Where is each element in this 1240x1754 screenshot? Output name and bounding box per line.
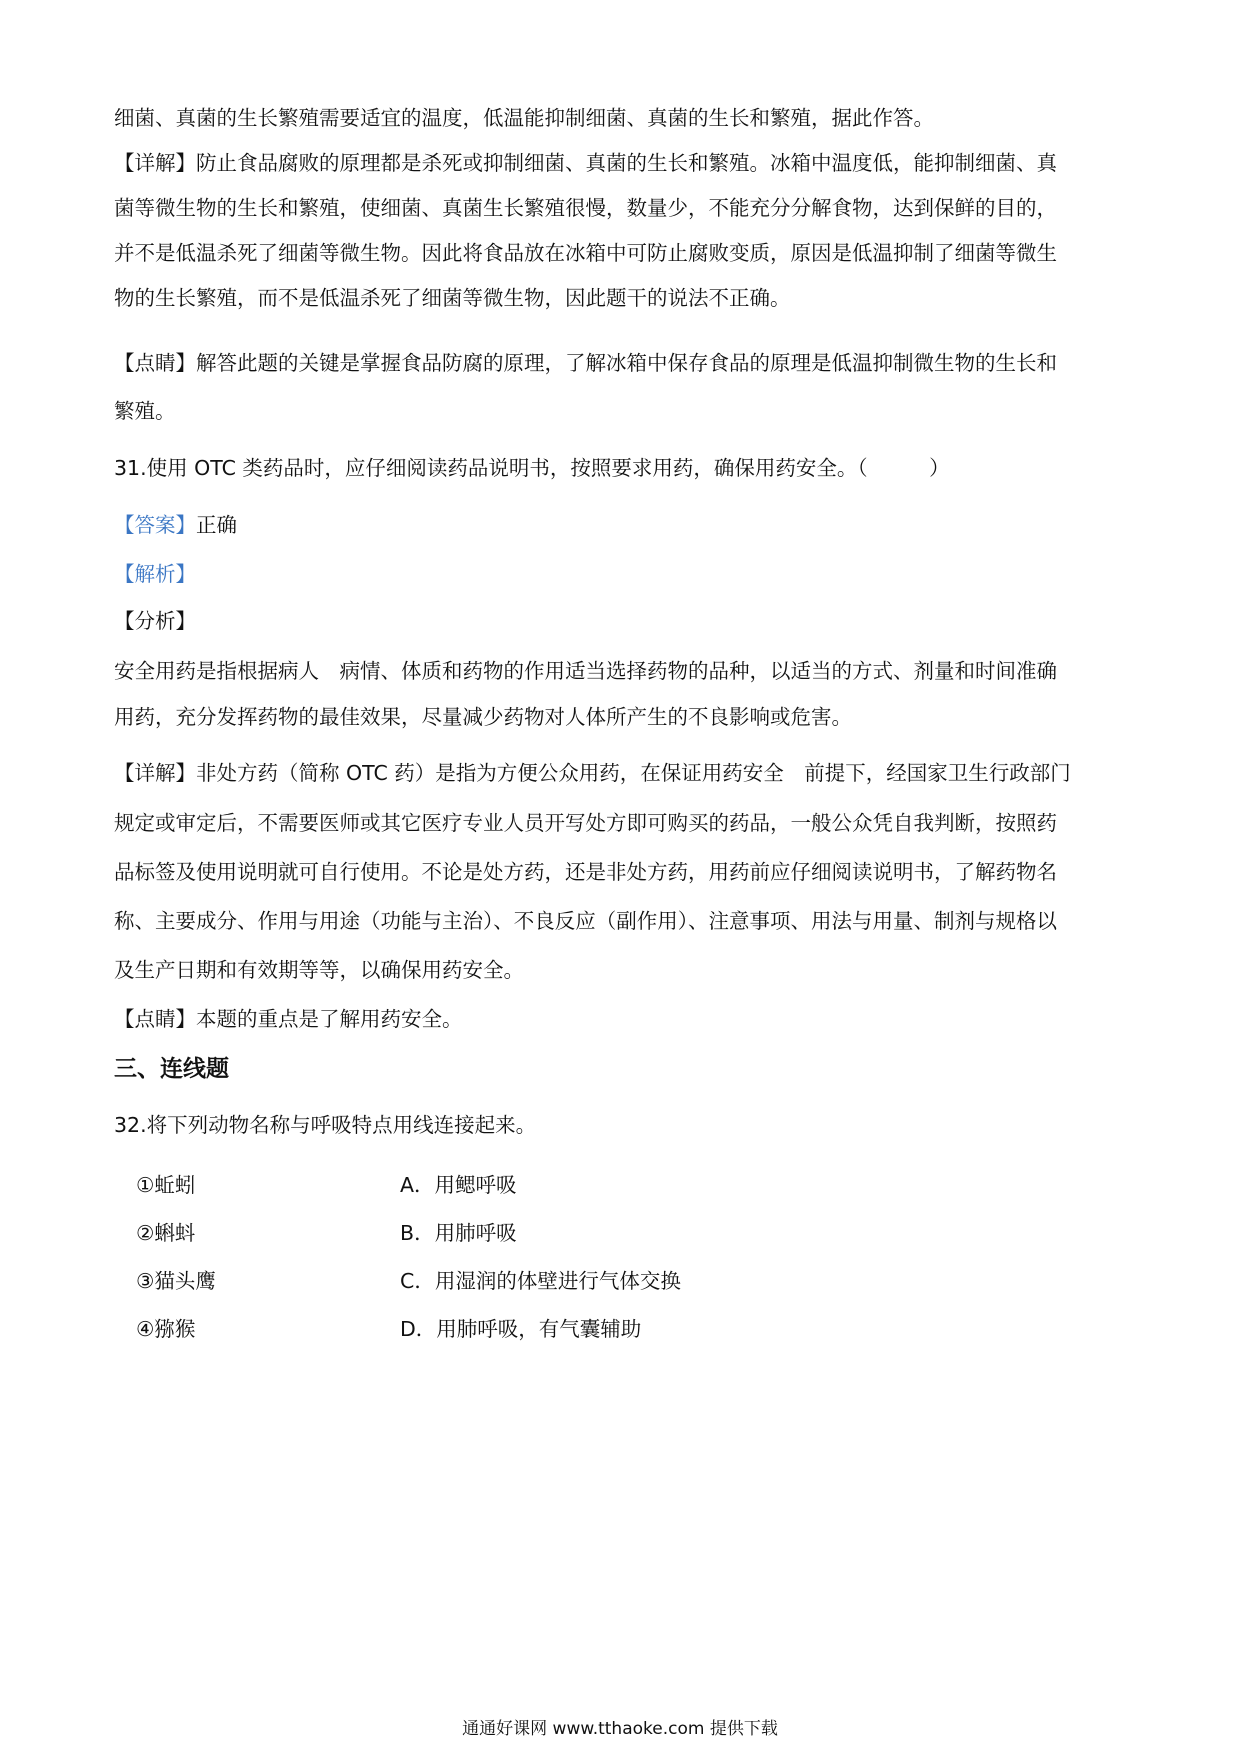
fenxi-tag: 【分析】 <box>114 609 196 633</box>
text-line: 及生产日期和有效期等等，以确保用药安全。 <box>114 958 524 982</box>
text-line: 繁殖。 <box>114 399 176 423</box>
text-line: 细菌、真菌的生长繁殖需要适宜的温度，低温能抑制细菌、真菌的生长和繁殖，据此作答。 <box>114 106 934 130</box>
section-heading: 三、连线题 <box>114 1056 229 1082</box>
text-line: 称、主要成分、作用与用途（功能与主治）、不良反应（副作用）、注意事项、用法与用量、制剂与规格以 <box>114 909 1057 933</box>
text-line: 【详解】防止食品腐败的原理都是杀死或抑制细菌、真菌的生长和繁殖。冰箱中温度低，能抑制细菌、真 <box>114 151 1057 175</box>
text-line: 用药，充分发挥药物的最佳效果，尽量减少药物对人体所产生的不良影响或危害。 <box>114 705 852 729</box>
answer-value: 正确 <box>196 513 237 537</box>
feature-item: C．用湿润的体壁进行气体交换 <box>400 1269 681 1293</box>
text-line: 【详解】非处方药（简称 OTC 药）是指为方便公众用药，在保证用药安全 前提下，经国家卫生行政部门 <box>114 761 1071 785</box>
question-32: 32.将下列动物名称与呼吸特点用线连接起来。 <box>114 1113 537 1137</box>
feature-item: B．用肺呼吸 <box>400 1221 517 1245</box>
text-line: 并不是低温杀死了细菌等微生物。因此将食品放在冰箱中可防止腐败变质，原因是低温抑制了细菌等微生 <box>114 241 1057 265</box>
text-line: 【点睛】本题的重点是了解用药安全。 <box>114 1007 463 1031</box>
analysis-tag: 【解析】 <box>114 562 196 586</box>
answer-line <box>114 510 237 540</box>
animal-item: ②蝌蚪 <box>136 1221 196 1245</box>
text-line: 规定或审定后，不需要医师或其它医疗专业人员开写处方即可购买的药品，一般公众凭自我判断，按照药 <box>114 811 1057 835</box>
animal-item: ③猫头鹰 <box>136 1269 216 1293</box>
animal-item: ①蚯蚓 <box>136 1173 196 1197</box>
page-footer: 通通好课网 www.tthaoke.com 提供下载 <box>462 1719 778 1739</box>
answer-tag: 【答案】 <box>114 513 196 537</box>
animal-item: ④猕猴 <box>136 1317 196 1341</box>
text-line: 物的生长繁殖，而不是低温杀死了细菌等微生物，因此题干的说法不正确。 <box>114 286 791 310</box>
text-line: 安全用药是指根据病人 病情、体质和药物的作用适当选择药物的品种，以适当的方式、剂量和时间准确 <box>114 659 1057 683</box>
feature-item: A．用鳃呼吸 <box>400 1173 517 1197</box>
text-line: 【点睛】解答此题的关键是掌握食品防腐的原理，了解冰箱中保存食品的原理是低温抑制微生物的生长和 <box>114 351 1057 375</box>
question-31: 31.使用 OTC 类药品时，应仔细阅读药品说明书，按照要求用药，确保用药安全。（ ） <box>114 456 950 480</box>
feature-item: D．用肺呼吸，有气囊辅助 <box>400 1317 642 1341</box>
text-line: 菌等微生物的生长和繁殖，使细菌、真菌生长繁殖很慢，数量少，不能充分分解食物，达到保鲜的目的， <box>114 196 1057 220</box>
text-line: 品标签及使用说明就可自行使用。不论是处方药，还是非处方药，用药前应仔细阅读说明书，了解药物名 <box>114 860 1057 884</box>
